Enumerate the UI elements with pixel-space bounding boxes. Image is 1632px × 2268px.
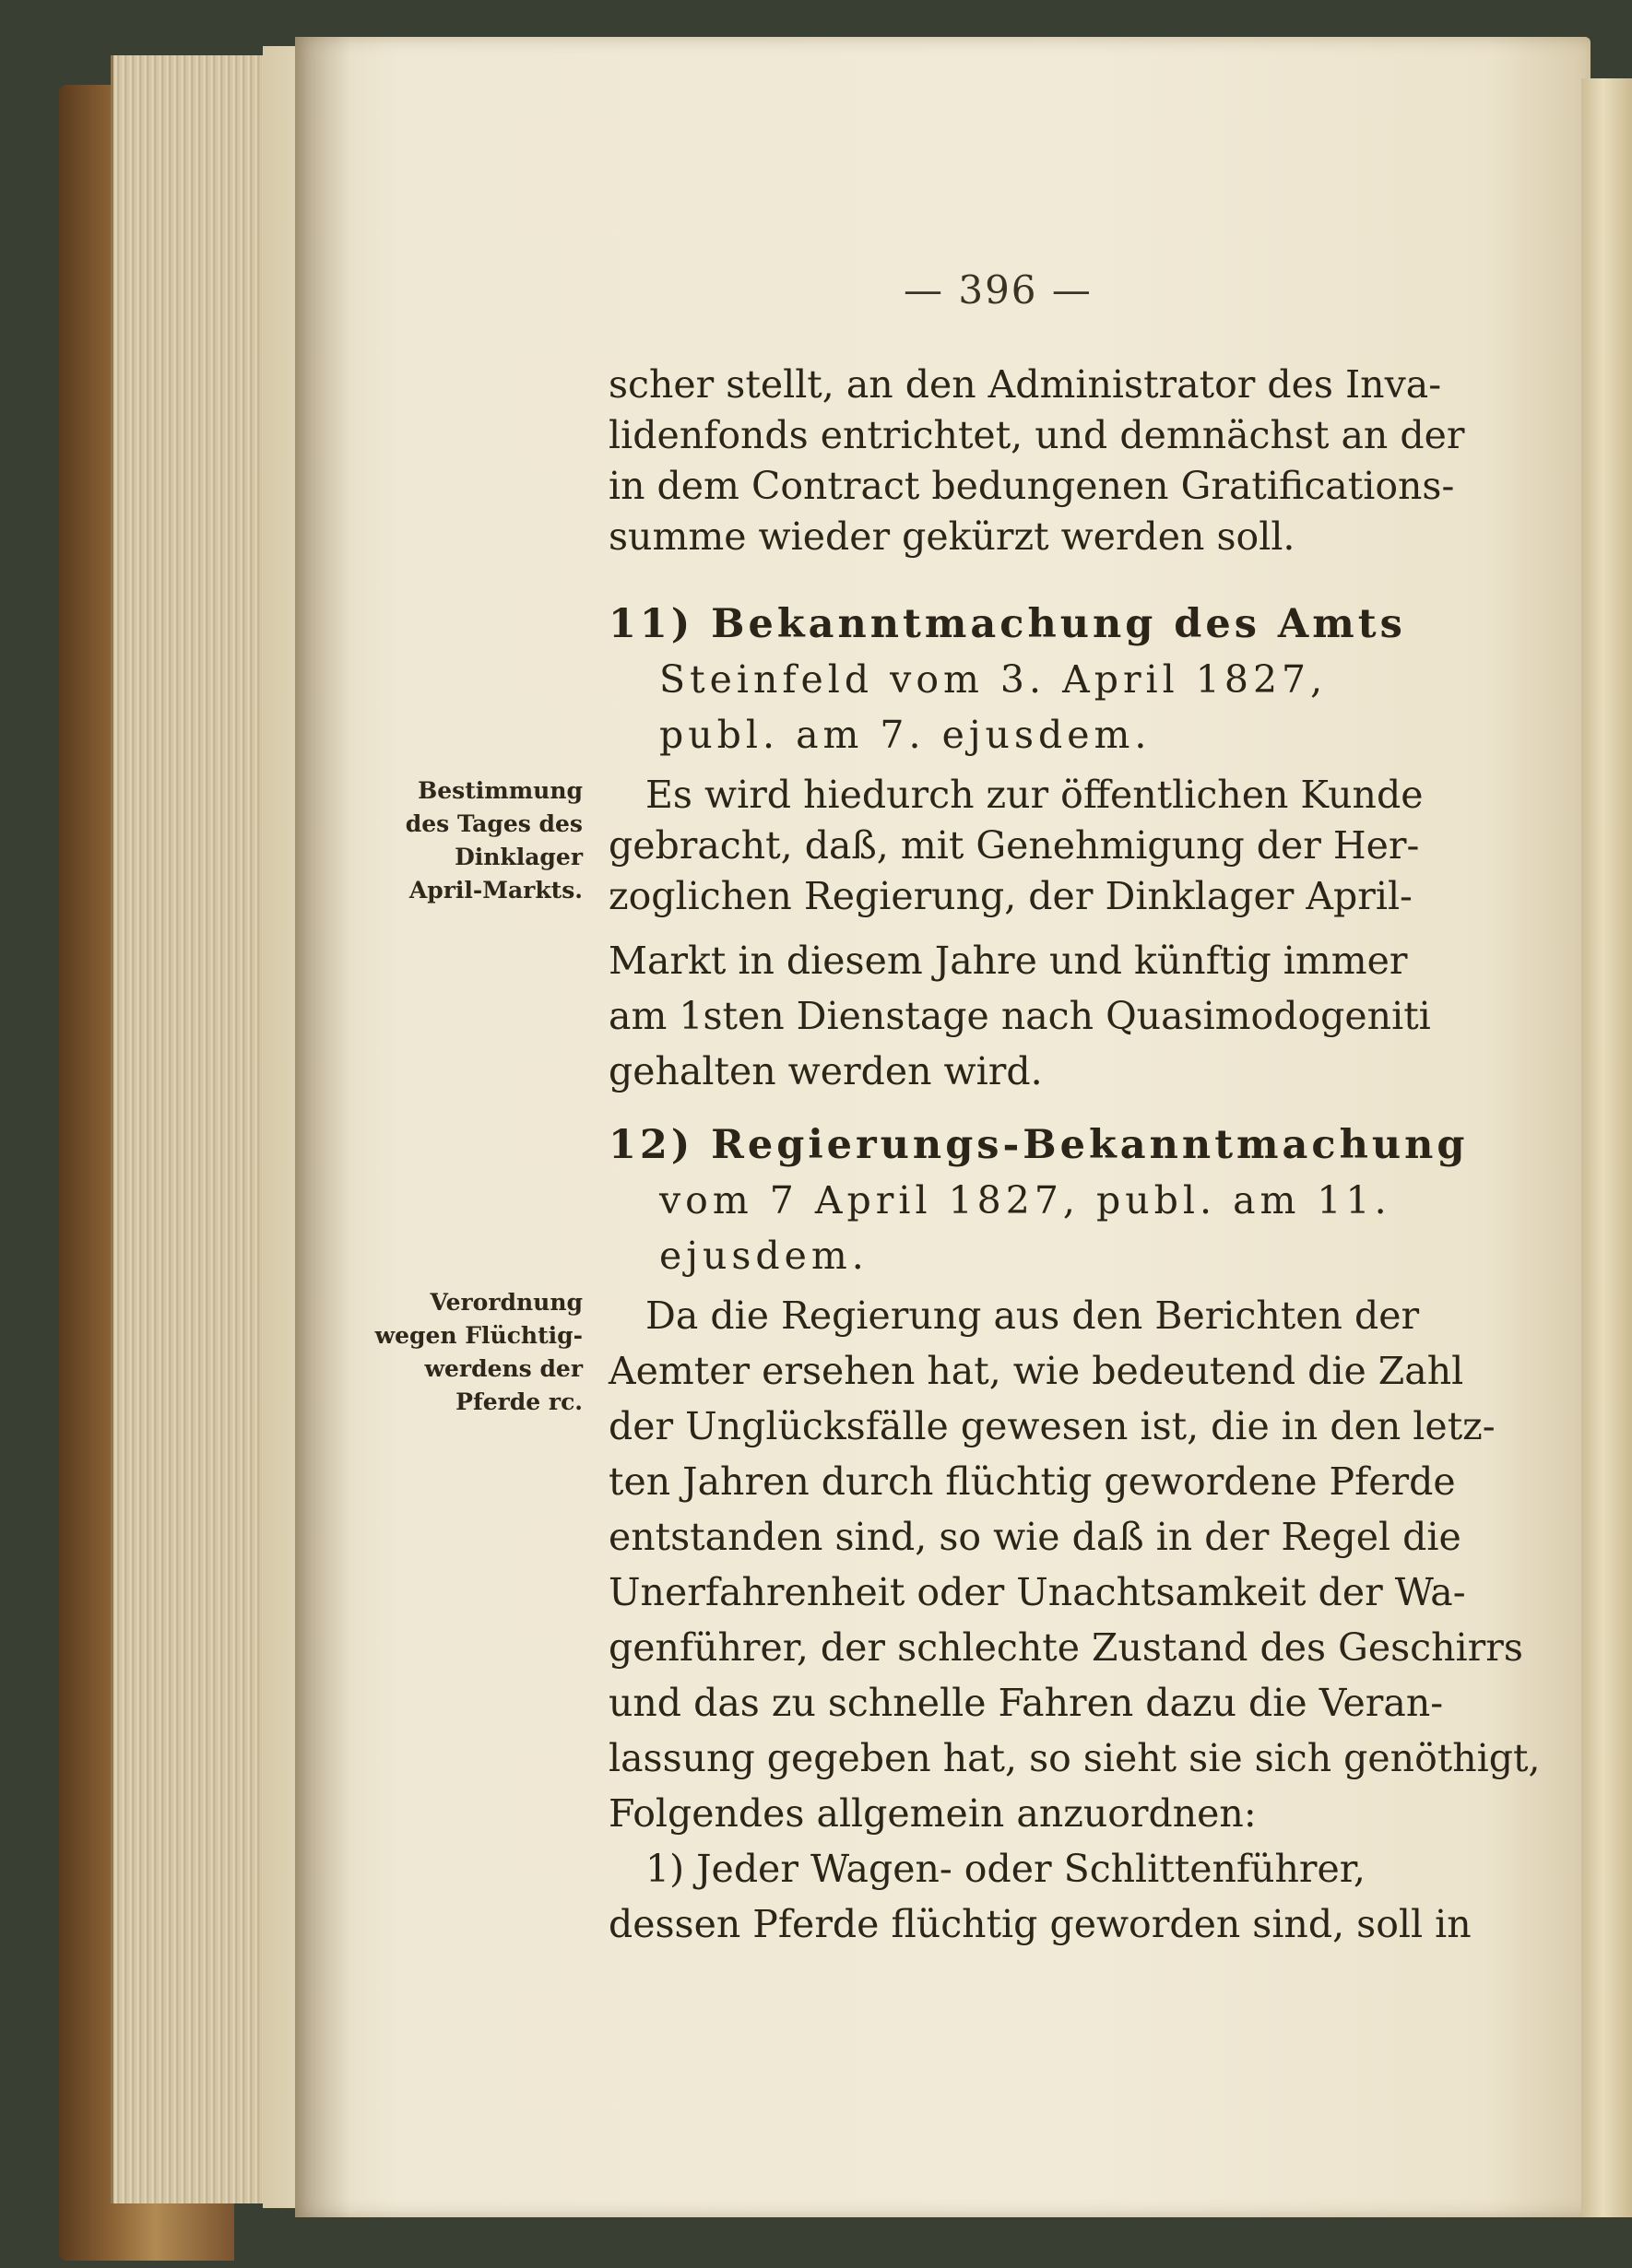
text-line: und das zu schnelle Fahren dazu die Veran-: [609, 1681, 1444, 1725]
text-line: genführer, der schlechte Zustand des Geschirrs: [609, 1625, 1523, 1670]
text-line: am 1sten Dienstage nach Quasimodogeniti: [609, 994, 1431, 1038]
text-line: summe wieder gekürzt werden soll.: [609, 514, 1295, 559]
margin-note-1: Bestimmung des Tages des Dinklager April-Markts.: [405, 777, 583, 904]
page-number: — 396 —: [904, 267, 1093, 313]
text-line: Da die Regierung aus den Berichten der: [645, 1293, 1420, 1338]
text-line: 1) Jeder Wagen- oder Schlittenführer,: [645, 1847, 1366, 1891]
right-leaf: [1581, 78, 1632, 2217]
text-line: dessen Pferde flüchtig geworden sind, soll in: [609, 1902, 1472, 1946]
section-heading: 12) Regierungs-Bekanntmachung: [609, 1122, 1469, 1168]
text-line: lidenfonds entrichtet, und demnächst an der: [609, 413, 1465, 457]
text-line: der Unglücksfälle gewesen ist, die in den letz-: [609, 1404, 1496, 1448]
section-heading: 11) Bekanntmachung des Amts: [609, 601, 1406, 647]
text-line: Aemter ersehen hat, wie bedeutend die Zahl: [609, 1349, 1464, 1393]
text-line: ten Jahren durch flüchtig gewordene Pferde: [609, 1459, 1456, 1504]
section-heading: ejusdem.: [659, 1234, 869, 1278]
text-line: entstanden sind, so wie daß in der Regel die: [609, 1515, 1461, 1559]
section-heading: vom 7 April 1827, publ. am 11.: [659, 1178, 1391, 1223]
text-line: in dem Contract bedungenen Gratifications-: [609, 464, 1455, 508]
section-heading: publ. am 7. ejusdem.: [659, 713, 1152, 757]
text-line: Folgendes allgemein anzuordnen:: [609, 1791, 1257, 1836]
margin-note-2: Verordnung wegen Flüchtig- werdens der Pferde rc.: [374, 1289, 583, 1415]
section-heading: Steinfeld vom 3. April 1827,: [659, 657, 1328, 702]
text-line: scher stellt, an den Administrator des Inva-: [609, 362, 1442, 407]
text-line: gehalten werden wird.: [609, 1049, 1043, 1093]
gutter-shadow: [295, 37, 350, 2217]
text-line: Markt in diesem Jahre und künftig immer: [609, 939, 1408, 983]
text-line: Es wird hiedurch zur öffentlichen Kunde: [645, 773, 1424, 817]
text-line: Unerfahrenheit oder Unachtsamkeit der Wa-: [609, 1570, 1466, 1614]
text-line: zoglichen Regierung, der Dinklager April-: [609, 874, 1413, 918]
text-line: lassung gegeben hat, so sieht sie sich genöthigt,: [609, 1736, 1541, 1780]
text-line: gebracht, daß, mit Genehmigung der Her-: [609, 823, 1420, 868]
